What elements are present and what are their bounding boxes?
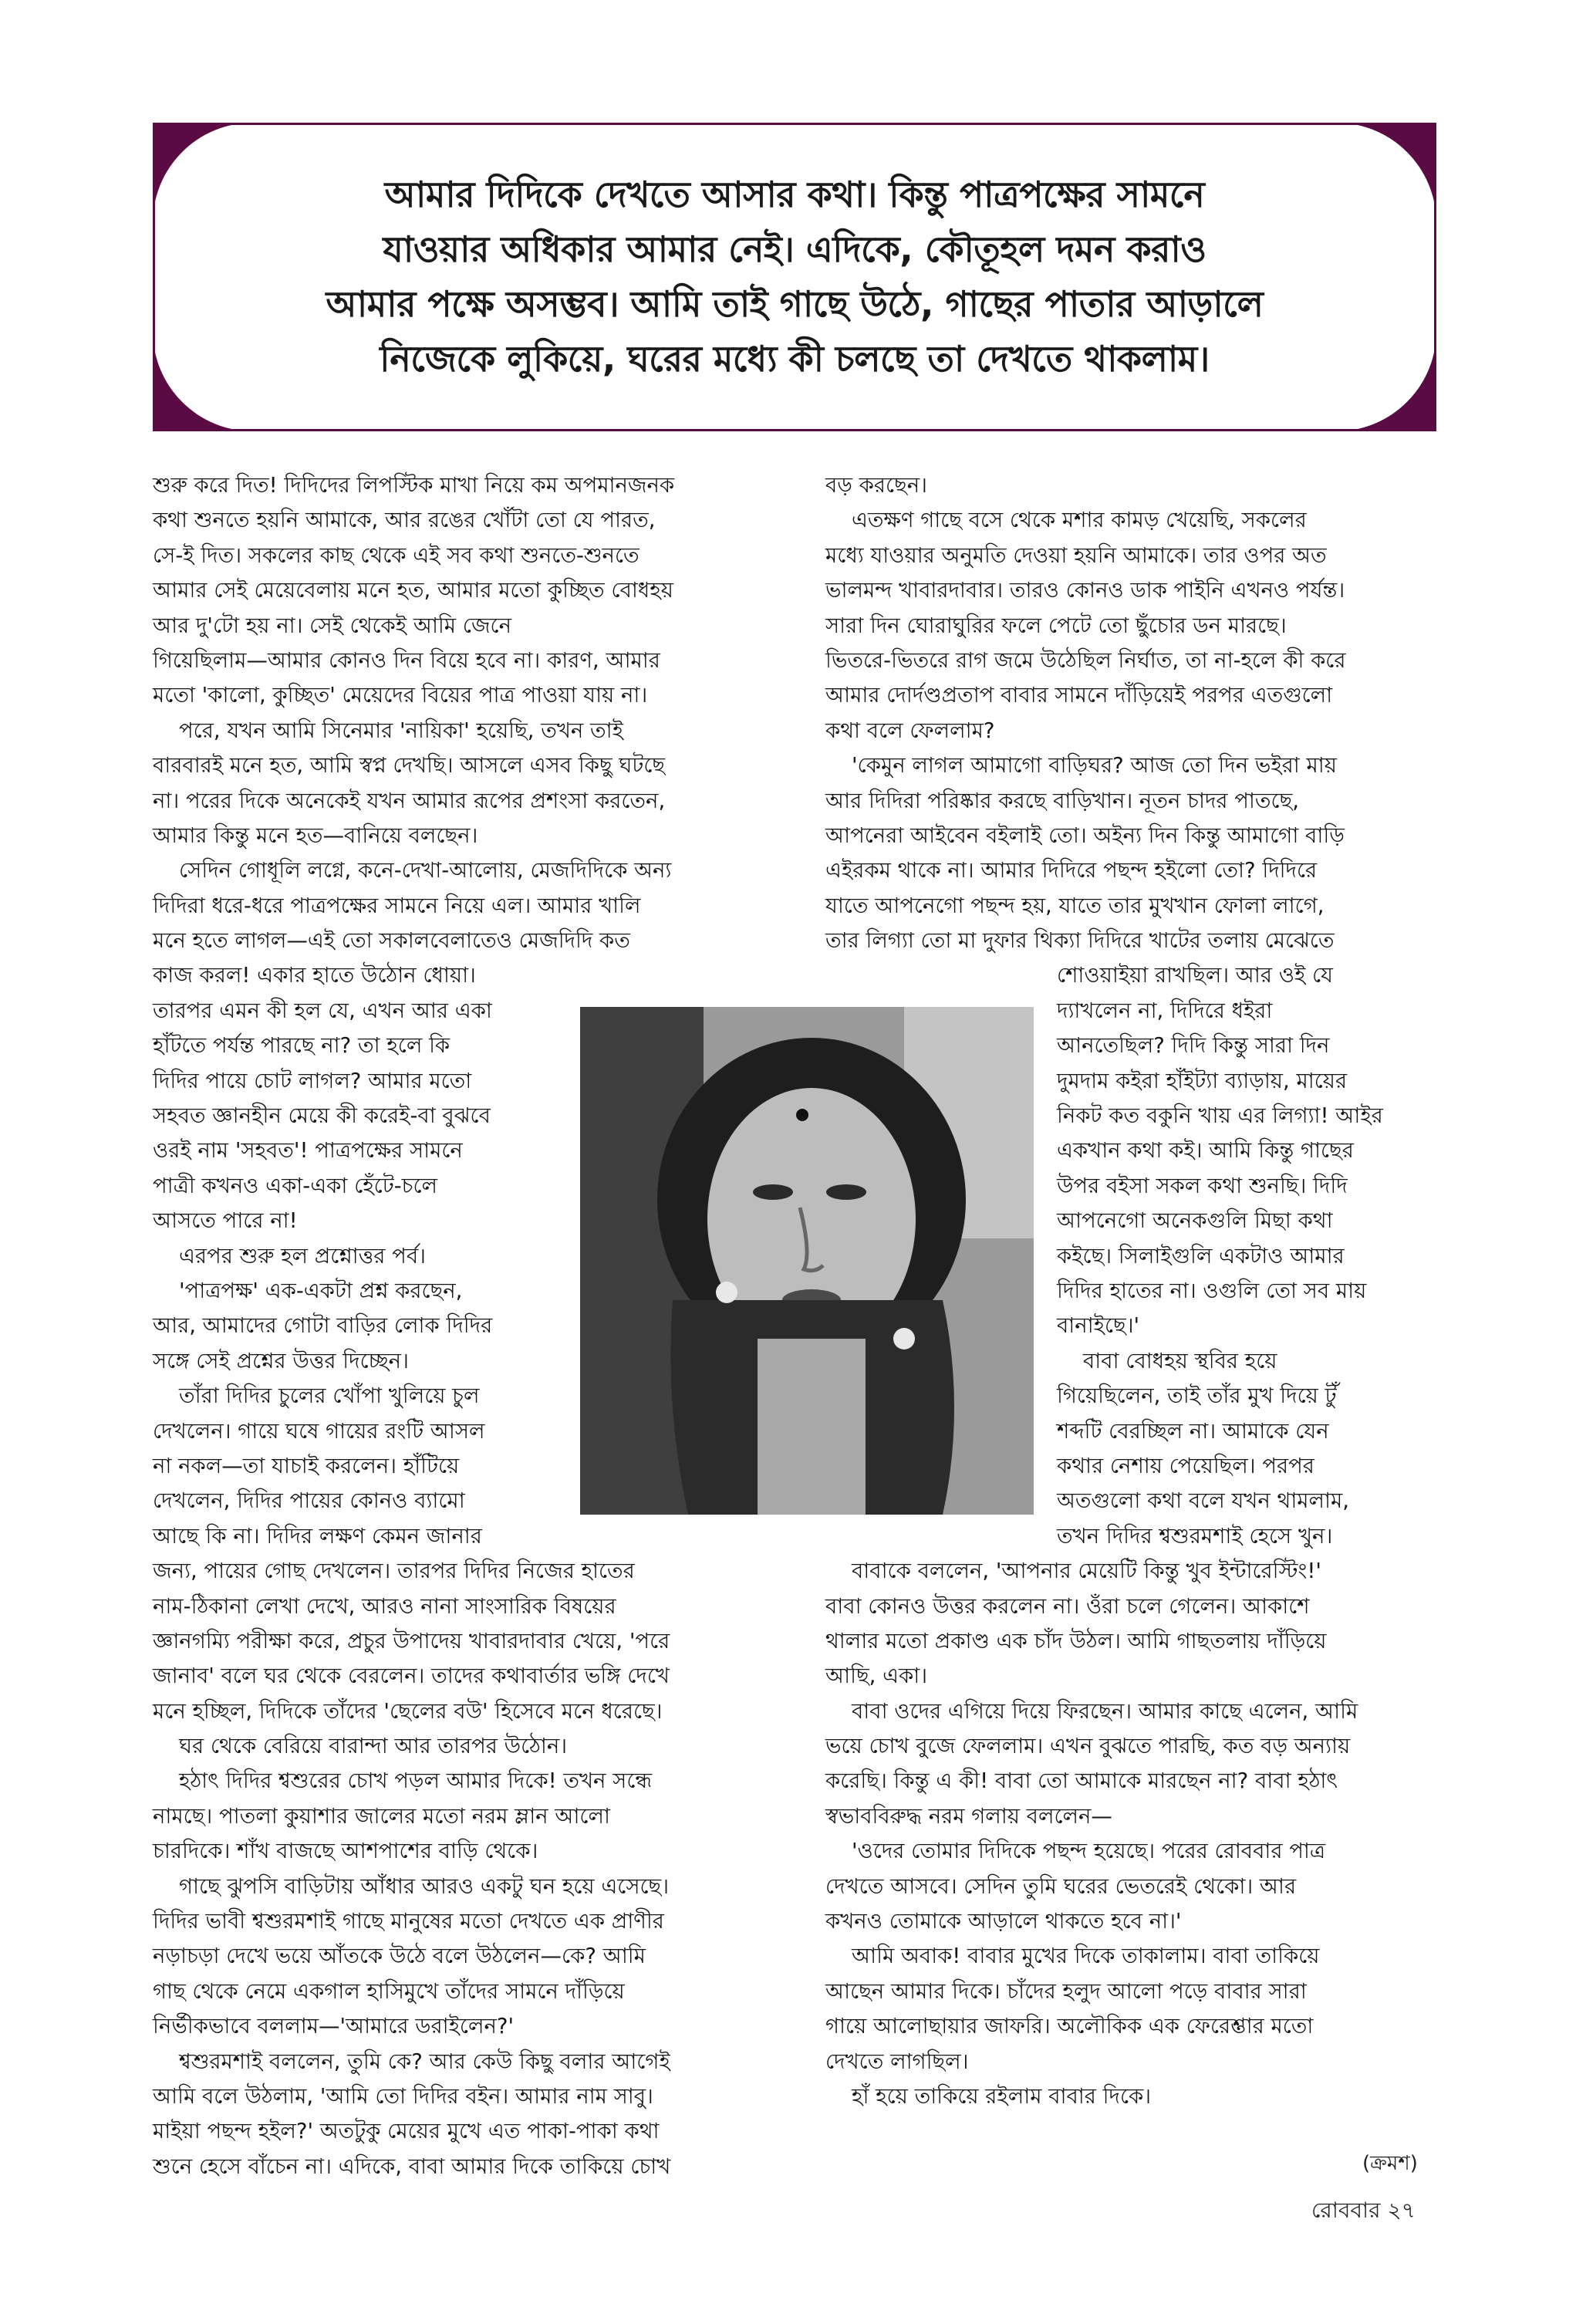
corner-ornament-icon: [153, 331, 253, 431]
page-folio: রোববার ২৭: [1311, 2197, 1416, 2223]
text-line: 'পাত্রপক্ষ' এক-একটা প্রশ্ন করছেন,: [179, 1278, 463, 1303]
text-line: আর, আমাদের গোটা বাড়ির লোক দিদির: [153, 1313, 493, 1339]
text-line: তার লিগ্যা তো মা দুফার থিক্যা দিদিরে খাটের তলায় মেঝেতে: [825, 928, 1335, 954]
text-line: নড়াচড়া দেখে ভয়ে আঁতকে উঠে বলে উঠলেন—কে? আমি: [153, 1944, 646, 1969]
text-line: আপনেগো অনেকগুলি মিছা কথা: [1057, 1208, 1333, 1234]
text-line: ওরই নাম 'সহবত'! পাত্রপক্ষের সামনে: [153, 1138, 463, 1164]
text-line: কথা শুনতে হয়নি আমাকে, আর রঙের খোঁটা তো যে পারত,: [153, 508, 656, 533]
text-line: ভয়ে চোখ বুজে ফেললাম। এখন বুঝতে পারছি, কত বড় অন্যায়: [825, 1734, 1351, 1759]
text-line: সেদিন গোধূলি লগ্নে, কনে-দেখা-আলোয়, মেজদিদিকে অন্য: [179, 858, 672, 883]
text-line: আর দিদিরা পরিষ্কার করছে বাড়িখান। নূতন চাদর পাতছে,: [825, 788, 1299, 813]
text-line: গাছে ঝুপসি বাড়িটায় আঁধার আরও একটু ঘন হয়ে এসেছে।: [179, 1873, 670, 1899]
text-line: বানাইছে।': [1057, 1313, 1140, 1339]
pull-quote-line: যাওয়ার অধিকার আমার নেই। এদিকে, কৌতূহল দমন করাও: [383, 228, 1206, 270]
text-line: দ্যাখলেন না, দিদিরে ধইরা: [1057, 998, 1273, 1023]
text-line: জানাব' বলে ঘর থেকে বেরলেন। তাদের কথাবার্তার ভঙ্গি দেখে: [153, 1664, 670, 1689]
text-line: জ্ঞানগম্যি পরীক্ষা করে, প্রচুর উপাদেয় খাবারদাবার খেয়ে, 'পরে: [153, 1628, 670, 1653]
text-line: আসতে পারে না!: [153, 1208, 298, 1234]
text-line: নির্ভীকভাবে বললাম—'আমারে ডরাইলেন?': [153, 2014, 515, 2039]
pull-quote-line: নিজেকে লুকিয়ে, ঘরের মধ্যে কী চলছে তা দেখতে থাকলাম।: [380, 338, 1210, 380]
portrait-photo: [580, 1007, 1034, 1515]
text-line: এতক্ষণ গাছে বসে থেকে মশার কামড় খেয়েছি, সকলের: [852, 508, 1307, 533]
text-line: এরপর শুরু হল প্রশ্নোত্তর পর্ব।: [179, 1243, 426, 1268]
text-line: নামছে। পাতলা কুয়াশার জালের মতো নরম ম্লান আলো: [153, 1803, 610, 1829]
text-line: চারদিকে। শাঁখ বাজছে আশপাশের বাড়ি থেকে।: [153, 1839, 538, 1864]
text-line: পাত্রী কখনও একা-একা হেঁটে-চলে: [153, 1173, 438, 1198]
text-line: না। পরের দিকে অনেকেই যখন আমার রূপের প্রশংসা করতেন,: [153, 788, 666, 813]
text-line: নাম-ঠিকানা লেখা দেখে, আরও নানা সাংসারিক বিষয়ের: [153, 1593, 616, 1619]
text-line: তারপর এমন কী হল যে, এখন আর একা: [153, 998, 492, 1023]
text-line: উপর বইসা সকল কথা শুনছি। দিদি: [1057, 1173, 1348, 1198]
text-line: গিয়েছিলাম—আমার কোনও দিন বিয়ে হবে না। কারণ, আমার: [153, 647, 660, 673]
text-line: দিদির ভাবী শ্বশুরমশাই গাছে মানুষের মতো দেখতে এক প্রাণীর: [153, 1909, 664, 1934]
text-line: শুরু করে দিত! দিদিদের লিপস্টিক মাখা নিয়ে কম অপমানজনক: [153, 473, 675, 498]
text-line: শ্বশুরমশাই বললেন, তুমি কে? আর কেউ কিছু বলার আগেই: [179, 2049, 670, 2074]
text-line: শোওয়াইয়া রাখছিল। আর ওই যে: [1057, 963, 1334, 988]
text-line: অতগুলো কথা বলে যখন থামলাম,: [1057, 1488, 1350, 1514]
text-line: আনতেছিল? দিদি কিন্তু সারা দিন: [1057, 1033, 1330, 1059]
text-line: দেখলেন, দিদির পায়ের কোনও ব্যামো: [153, 1488, 465, 1514]
text-line: 'ওদের তোমার দিদিকে পছন্দ হয়েছে। পরের রোববার পাত্র: [852, 1839, 1326, 1864]
text-line: আমার কিন্তু মনে হত—বানিয়ে বলছেন।: [153, 823, 478, 848]
text-line: মতো 'কালো, কুচ্ছিত' মেয়েদের বিয়ের পাত্র পাওয়া যায় না।: [153, 683, 648, 708]
text-line: দিদির হাতের না। ওগুলি তো সব মায়: [1057, 1278, 1367, 1303]
text-line: সে-ই দিত। সকলের কাছ থেকে এই সব কথা শুনতে-শুনতে: [153, 542, 640, 568]
pull-quote-line: আমার পক্ষে অসম্ভব। আমি তাই গাছে উঠে, গাছের পাতার আড়ালে: [326, 283, 1264, 325]
text-line: বাবা কোনও উত্তর করলেন না। ওঁরা চলে গেলেন। আকাশে: [825, 1593, 1310, 1619]
text-line: তাঁরা দিদির চুলের খোঁপা খুলিয়ে চুল: [179, 1383, 480, 1409]
corner-ornament-icon: [153, 123, 253, 223]
text-line: সারা দিন ঘোরাঘুরির ফলে পেটে তো ছুঁচোর ডন মারছে।: [825, 613, 1287, 638]
text-line: আমি বলে উঠলাম, 'আমি তো দিদির বইন। আমার নাম সাবু।: [153, 2083, 653, 2109]
text-line: কথা বলে ফেললাম?: [825, 718, 995, 743]
text-line: তখন দিদির শ্বশুরমশাই হেসে খুন।: [1057, 1523, 1333, 1549]
text-line: মধ্যে যাওয়ার অনুমতি দেওয়া হয়নি আমাকে। তার ওপর অত: [825, 542, 1327, 568]
text-line: থালার মতো প্রকাণ্ড এক চাঁদ উঠল। আমি গাছতলায় দাঁড়িয়ে: [825, 1628, 1327, 1653]
continued-label: (ক্রমশ): [1362, 2152, 1418, 2175]
text-line: সঙ্গে সেই প্রশ্নের উত্তর দিচ্ছেন।: [153, 1348, 409, 1373]
text-line: করেছি। কিন্তু এ কী! বাবা তো আমাকে মারছেন না? বাবা হঠাৎ: [825, 1768, 1338, 1794]
text-line: গাছ থেকে নেমে একগাল হাসিমুখে তাঁদের সামনে দাঁড়িয়ে: [153, 1978, 625, 2004]
text-line: স্বভাববিরুদ্ধ নরম গলায় বললেন—: [825, 1803, 1112, 1829]
text-line: হাঁটতে পর্যন্ত পারছে না? তা হলে কি: [153, 1033, 451, 1059]
text-line: মাইয়া পছন্দ হইল?' অতটুকু মেয়ের মুখে এত পাকা-পাকা কথা: [153, 2119, 660, 2144]
text-line: হাঁ হয়ে তাকিয়ে রইলাম বাবার দিকে।: [852, 2083, 1152, 2109]
text-line: এইরকম থাকে না। আমার দিদিরে পছন্দ হইলো তো? দিদিরে: [825, 858, 1318, 883]
text-line: আপনেরা আইবেন বইলাই তো। অইন্য দিন কিন্তু আমাগো বাড়ি: [825, 823, 1345, 848]
text-line: একখান কথা কই। আমি কিন্তু গাছের: [1057, 1138, 1354, 1164]
corner-ornament-icon: [1336, 123, 1436, 223]
text-line: আমার দোর্দণ্ডপ্রতাপ বাবার সামনে দাঁড়িয়েই পরপর এতগুলো: [825, 683, 1333, 708]
text-line: মনে হতে লাগল—এই তো সকালবেলাতেও মেজদিদি কত: [153, 928, 630, 954]
text-line: ঘর থেকে বেরিয়ে বারান্দা আর তারপর উঠোন।: [179, 1734, 568, 1759]
text-line: আর দু'টো হয় না। সেই থেকেই আমি জেনে: [153, 613, 512, 638]
pull-quote-text: [263, 167, 1326, 387]
corner-ornament-icon: [1336, 331, 1436, 431]
text-line: বাবা ওদের এগিয়ে দিয়ে ফিরছেন। আমার কাছে এলেন, আমি: [852, 1698, 1358, 1724]
text-line: 'কেমুন লাগল আমাগো বাড়িঘর? আজ তো দিন ভইরা মায়: [852, 753, 1337, 779]
text-line: দিদির পায়ে চোট লাগল? আমার মতো: [153, 1068, 472, 1093]
text-line: না নকল—তা যাচাই করলেন। হাঁটিয়ে: [153, 1453, 460, 1478]
text-line: গিয়েছিলেন, তাই তাঁর মুখ দিয়ে টুঁ: [1057, 1383, 1337, 1409]
text-line: দেখতে লাগছিল।: [825, 2049, 969, 2074]
text-line: গায়ে আলোছায়ার জাফরি। অলৌকিক এক ফেরেশ্তার মতো: [825, 2014, 1314, 2039]
text-line: শব্দটি বেরচ্ছিল না। আমাকে যেন: [1057, 1418, 1329, 1444]
text-line: দেখতে আসবে। সেদিন তুমি ঘরের ভেতরেই থেকো। আর: [825, 1873, 1297, 1899]
text-line: হঠাৎ দিদির শ্বশুরের চোখ পড়ল আমার দিকে! তখন সন্ধে: [179, 1768, 653, 1794]
text-line: শুনে হেসে বাঁচেন না। এদিকে, বাবা আমার দিকে তাকিয়ে চোখ: [153, 2153, 671, 2179]
text-line: সহবত জ্ঞানহীন মেয়ে কী করেই-বা বুঝবে: [153, 1103, 491, 1129]
text-line: কাজ করল! একার হাতে উঠোন ধোয়া।: [153, 963, 476, 988]
text-line: যাতে আপনেগো পছন্দ হয়, যাতে তার মুখখান ফোলা লাগে,: [825, 893, 1325, 918]
text-line: মনে হচ্ছিল, দিদিকে তাঁদের 'ছেলের বউ' হিসেবে মনে ধরেছে।: [153, 1698, 663, 1724]
pull-quote-box: [153, 123, 1436, 431]
text-line: জন্য, পায়ের গোছ দেখলেন। তারপর দিদির নিজের হাতের: [153, 1559, 635, 1584]
text-line: কথার নেশায় পেয়েছিল। পরপর: [1057, 1453, 1314, 1478]
text-line: দুমদাম কইরা হাঁইট্যা ব্যাড়ায়, মায়ের: [1057, 1068, 1348, 1093]
text-line: কইছে। সিলাইগুলি একটাও আমার: [1057, 1243, 1345, 1268]
text-line: বড় করছেন।: [825, 473, 928, 498]
text-line: বাবা বোধহয় স্থবির হয়ে: [1083, 1348, 1277, 1373]
text-line: আছেন আমার দিকে। চাঁদের হলুদ আলো পড়ে বাবার সারা: [825, 1978, 1307, 2004]
text-line: দিদিরা ধরে-ধরে পাত্রপক্ষের সামনে নিয়ে এল। আমার খালি: [153, 893, 641, 918]
text-line: বারবারই মনে হত, আমি স্বপ্ন দেখছি। আসলে এসব কিছু ঘটছে: [153, 753, 666, 779]
text-line: বাবাকে বললেন, 'আপনার মেয়েটি কিন্তু খুব ইন্টারেস্টিং!': [852, 1559, 1321, 1584]
text-line: আমি অবাক! বাবার মুখের দিকে তাকালাম। বাবা তাকিয়ে: [852, 1944, 1320, 1969]
text-line: কখনও তোমাকে আড়ালে থাকতে হবে না।': [825, 1909, 1182, 1934]
text-line: নিকট কত বকুনি খায় এর লিগ্যা! আইর: [1057, 1103, 1383, 1129]
text-line: দেখলেন। গায়ে ঘষে গায়ের রংটি আসল: [153, 1418, 485, 1444]
text-line: পরে, যখন আমি সিনেমার 'নায়িকা' হয়েছি, তখন তাই: [179, 718, 623, 743]
text-line: ভিতরে-ভিতরে রাগ জমে উঠেছিল নির্ঘাত, তা না-হলে কী করে: [825, 647, 1346, 673]
text-line: আছি, একা।: [825, 1664, 928, 1689]
text-line: ভালমন্দ খাবারদাবার। তারও কোনও ডাক পাইনি এখনও পর্যন্ত।: [825, 578, 1345, 603]
text-line: আমার সেই মেয়েবেলায় মনে হত, আমার মতো কুচ্ছিত বোধহয়: [153, 578, 673, 603]
pull-quote-line: আমার দিদিকে দেখতে আসার কথা। কিন্তু পাত্রপক্ষের সামনে: [384, 174, 1205, 215]
text-line: আছে কি না। দিদির লক্ষণ কেমন জানার: [153, 1523, 482, 1549]
